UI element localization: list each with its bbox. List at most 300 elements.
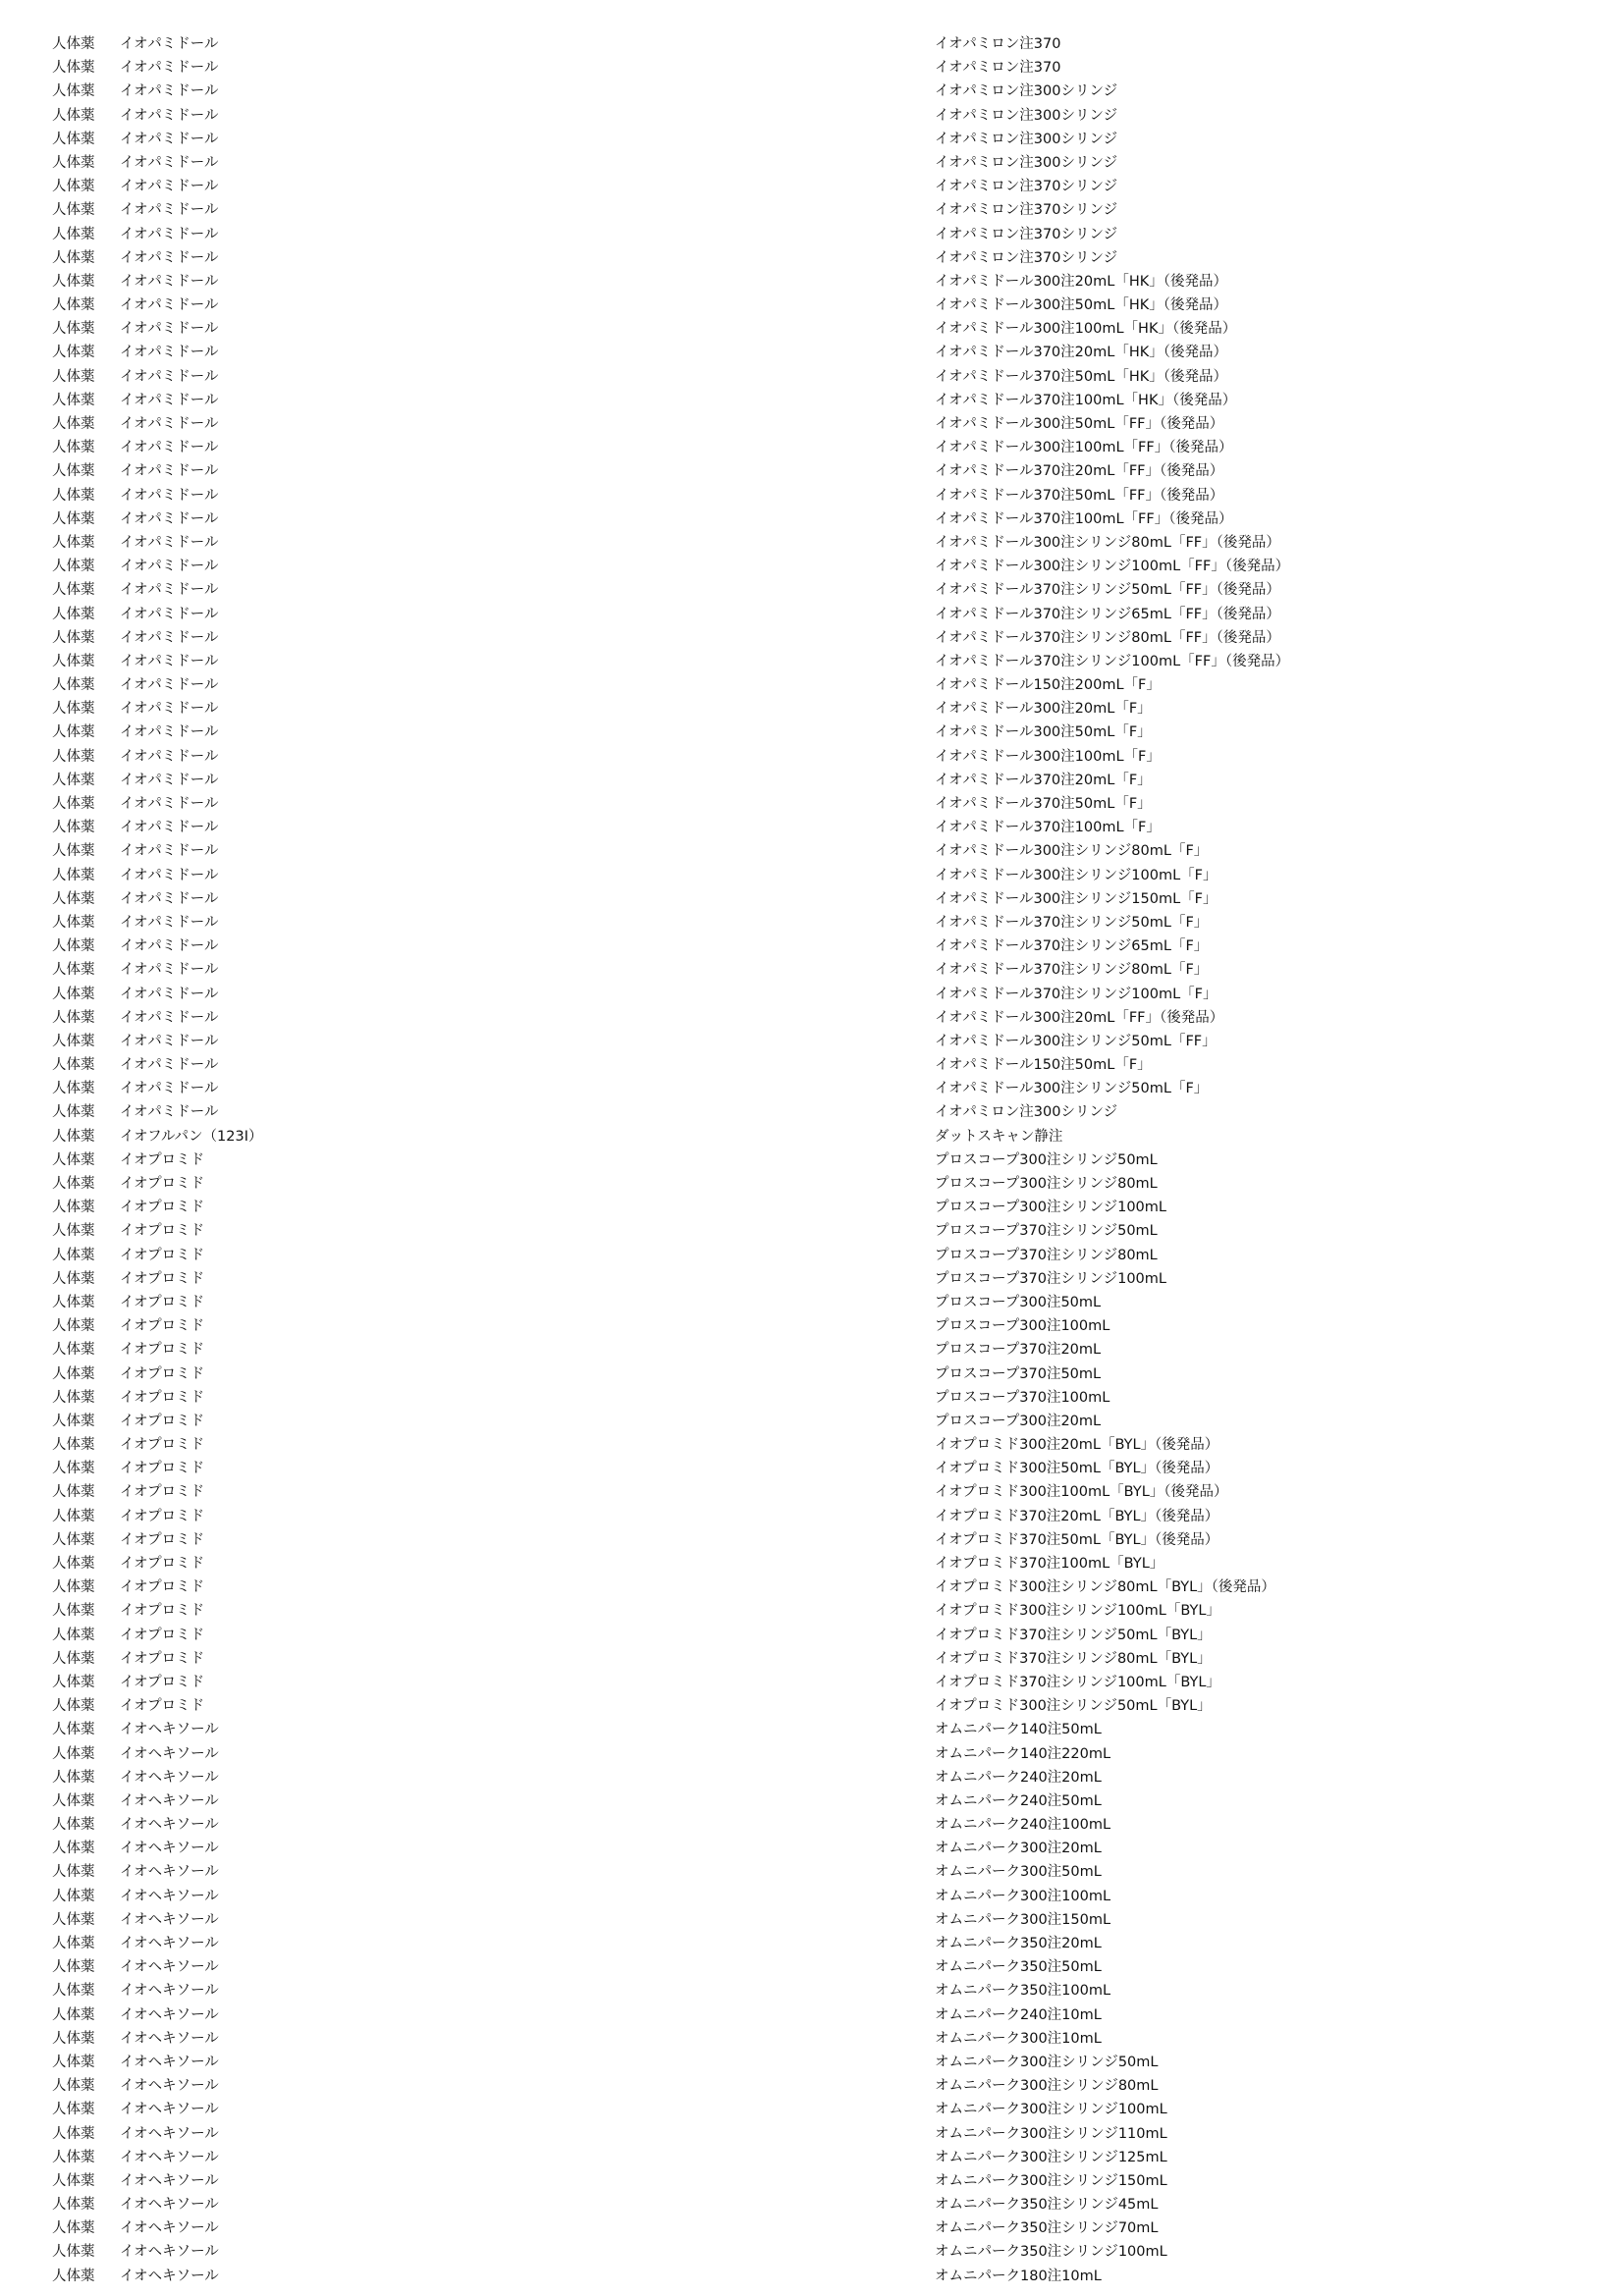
list-row	[0, 1552, 1624, 1575]
category-cell: 人体薬	[52, 1603, 95, 1620]
ingredient-cell: イオプロミド	[120, 1603, 205, 1620]
product-name-cell: イオパミドール300注シリンジ80mL「FF」（後発品）	[935, 534, 1280, 551]
category-cell: 人体薬	[52, 653, 95, 669]
list-row	[0, 1053, 1624, 1077]
category-cell: 人体薬	[52, 2197, 95, 2214]
product-name-cell: イオプロミド370注シリンジ80mL「BYL」	[935, 1650, 1212, 1667]
product-name-cell: プロスコープ300注20mL	[935, 1413, 1102, 1429]
ingredient-cell: イオパミドール	[120, 107, 219, 124]
list-row	[0, 104, 1624, 128]
product-name-cell: プロスコープ370注シリンジ100mL	[935, 1270, 1166, 1287]
product-name-cell: イオパミドール300注50mL「FF」（後発品）	[935, 416, 1224, 432]
product-name-cell: オムニパーク240注20mL	[935, 1769, 1102, 1786]
product-name-cell: プロスコープ370注シリンジ50mL	[935, 1223, 1158, 1240]
product-name-cell: プロスコープ300注シリンジ100mL	[935, 1200, 1166, 1216]
product-name-cell: イオパミドール370注20mL「FF」（後発品）	[935, 463, 1224, 480]
ingredient-cell: イオパミドール	[120, 154, 219, 171]
ingredient-cell: イオパミドール	[120, 1033, 219, 1049]
category-cell: 人体薬	[52, 2102, 95, 2118]
category-cell: 人体薬	[52, 1294, 95, 1310]
list-row	[0, 1837, 1624, 1860]
category-cell: 人体薬	[52, 843, 95, 860]
product-name-cell: イオプロミド370注シリンジ100mL「BYL」	[935, 1674, 1220, 1690]
ingredient-cell: イオパミドール	[120, 914, 219, 931]
product-name-cell: オムニパーク300注50mL	[935, 1864, 1102, 1881]
list-row	[0, 1908, 1624, 1932]
ingredient-cell: イオパミドール	[120, 1104, 219, 1121]
category-cell: 人体薬	[52, 2054, 95, 2070]
list-row	[0, 2098, 1624, 2121]
ingredient-cell: イオプロミド	[120, 1674, 205, 1690]
product-name-cell: オムニパーク240注10mL	[935, 2006, 1102, 2023]
category-cell: 人体薬	[52, 1722, 95, 1738]
ingredient-cell: イオパミドール	[120, 748, 219, 765]
list-row	[0, 650, 1624, 673]
product-name-cell: オムニパーク300注20mL	[935, 1841, 1102, 1857]
list-row	[0, 507, 1624, 531]
list-row	[0, 983, 1624, 1006]
ingredient-cell: イオパミドール	[120, 559, 219, 575]
product-name-cell: オムニパーク300注10mL	[935, 2030, 1102, 2047]
category-cell: 人体薬	[52, 986, 95, 1002]
list-row	[0, 1528, 1624, 1552]
ingredient-cell: イオプロミド	[120, 1650, 205, 1667]
ingredient-cell: イオヘキソール	[120, 2006, 219, 2023]
product-name-cell: イオパミドール370注シリンジ65mL「F」	[935, 938, 1209, 955]
category-cell: 人体薬	[52, 2244, 95, 2261]
category-cell: 人体薬	[52, 1817, 95, 1834]
product-name-cell: オムニパーク300注シリンジ80mL	[935, 2078, 1159, 2095]
ingredient-cell: イオヘキソール	[120, 1792, 219, 1809]
list-row	[0, 673, 1624, 697]
ingredient-cell: イオパミドール	[120, 796, 219, 812]
ingredient-cell: イオヘキソール	[120, 2244, 219, 2261]
list-row	[0, 1030, 1624, 1053]
category-cell: 人体薬	[52, 1270, 95, 1287]
ingredient-cell: イオヘキソール	[120, 1817, 219, 1834]
category-cell: 人体薬	[52, 1508, 95, 1524]
product-name-cell: イオパミロン注300シリンジ	[935, 107, 1118, 124]
product-name-cell: イオパミロン注300シリンジ	[935, 154, 1118, 171]
ingredient-cell: イオパミドール	[120, 772, 219, 788]
ingredient-cell: イオプロミド	[120, 1627, 205, 1643]
category-cell: 人体薬	[52, 392, 95, 408]
list-row	[0, 270, 1624, 294]
ingredient-cell: イオパミドール	[120, 131, 219, 147]
product-name-cell: プロスコープ300注シリンジ50mL	[935, 1151, 1158, 1168]
ingredient-cell: イオパミドール	[120, 226, 219, 242]
ingredient-cell: イオプロミド	[120, 1389, 205, 1406]
category-cell: 人体薬	[52, 962, 95, 979]
product-name-cell: イオパミドール300注50mL「F」	[935, 724, 1152, 741]
product-name-cell: イオプロミド370注100mL「BYL」	[935, 1556, 1164, 1572]
category-cell: 人体薬	[52, 1176, 95, 1192]
ingredient-cell: イオパミドール	[120, 724, 219, 741]
ingredient-cell: イオパミドール	[120, 83, 219, 100]
product-name-cell: オムニパーク350注20mL	[935, 1936, 1102, 1951]
ingredient-cell: イオパミドール	[120, 179, 219, 195]
product-name-cell: オムニパーク350注シリンジ70mL	[935, 2220, 1159, 2237]
ingredient-cell: イオパミドール	[120, 510, 219, 527]
product-name-cell: イオパミドール300注20mL「F」	[935, 701, 1152, 718]
list-row	[0, 1599, 1624, 1623]
ingredient-cell: イオパミドール	[120, 653, 219, 669]
ingredient-cell: イオパミドール	[120, 416, 219, 432]
list-row	[0, 32, 1624, 56]
ingredient-cell: イオプロミド	[120, 1461, 205, 1477]
product-name-cell: オムニパーク240注50mL	[935, 1792, 1102, 1809]
product-name-cell: プロスコープ370注50mL	[935, 1365, 1102, 1382]
category-cell: 人体薬	[52, 2125, 95, 2142]
product-name-cell: イオプロミド300注50mL「BYL」（後発品）	[935, 1461, 1219, 1477]
category-cell: 人体薬	[52, 202, 95, 219]
list-row	[0, 1932, 1624, 1955]
list-row	[0, 1172, 1624, 1196]
list-row	[0, 934, 1624, 958]
product-name-cell: オムニパーク300注シリンジ50mL	[935, 2054, 1159, 2070]
ingredient-cell: イオプロミド	[120, 1484, 205, 1501]
list-row	[0, 2146, 1624, 2169]
product-name-cell: イオパミドール300注シリンジ100mL「F」	[935, 867, 1218, 883]
product-name-cell: オムニパーク300注シリンジ100mL	[935, 2102, 1167, 2118]
category-cell: 人体薬	[52, 1911, 95, 1928]
ingredient-cell: イオヘキソール	[120, 2197, 219, 2214]
product-name-cell: オムニパーク140注50mL	[935, 1722, 1102, 1738]
product-name-cell: イオパミドール370注シリンジ50mL「F」	[935, 914, 1209, 931]
category-cell: 人体薬	[52, 1769, 95, 1786]
list-row	[0, 2193, 1624, 2216]
list-row	[0, 2027, 1624, 2051]
category-cell: 人体薬	[52, 701, 95, 718]
product-name-cell: イオパミロン注370シリンジ	[935, 179, 1118, 195]
list-row	[0, 745, 1624, 769]
list-row	[0, 1244, 1624, 1267]
ingredient-cell: イオヘキソール	[120, 2102, 219, 2118]
product-name-cell: イオパミドール300注100mL「FF」（後発品）	[935, 440, 1233, 456]
list-row	[0, 2051, 1624, 2074]
category-cell: 人体薬	[52, 2149, 95, 2165]
product-name-cell: イオパミドール370注シリンジ100mL「FF」（後発品）	[935, 653, 1290, 669]
product-name-cell: イオプロミド370注20mL「BYL」（後発品）	[935, 1508, 1219, 1524]
list-row	[0, 1505, 1624, 1528]
ingredient-cell: イオヘキソール	[120, 1745, 219, 1762]
list-row	[0, 2003, 1624, 2027]
category-cell: 人体薬	[52, 1081, 95, 1097]
category-cell: 人体薬	[52, 487, 95, 504]
category-cell: 人体薬	[52, 249, 95, 266]
category-cell: 人体薬	[52, 1461, 95, 1477]
list-row	[0, 246, 1624, 270]
ingredient-cell: イオプロミド	[120, 1413, 205, 1429]
category-cell: 人体薬	[52, 1864, 95, 1881]
category-cell: 人体薬	[52, 2268, 95, 2284]
ingredient-cell: イオパミドール	[120, 1081, 219, 1097]
product-name-cell: イオパミドール300注シリンジ150mL「F」	[935, 890, 1218, 907]
list-row	[0, 603, 1624, 626]
list-row	[0, 56, 1624, 80]
list-row	[0, 1955, 1624, 1979]
category-cell: 人体薬	[52, 1151, 95, 1168]
category-cell: 人体薬	[52, 724, 95, 741]
category-cell: 人体薬	[52, 772, 95, 788]
list-row	[0, 626, 1624, 650]
product-name-cell: イオパミドール300注50mL「HK」（後発品）	[935, 297, 1227, 314]
product-name-cell: オムニパーク350注シリンジ100mL	[935, 2244, 1167, 2261]
product-name-cell: プロスコープ300注100mL	[935, 1318, 1110, 1335]
category-cell: 人体薬	[52, 914, 95, 931]
category-cell: 人体薬	[52, 1033, 95, 1049]
category-cell: 人体薬	[52, 440, 95, 456]
list-row	[0, 1766, 1624, 1789]
list-row	[0, 175, 1624, 198]
category-cell: 人体薬	[52, 677, 95, 694]
ingredient-cell: イオヘキソール	[120, 1911, 219, 1928]
ingredient-cell: イオパミドール	[120, 534, 219, 551]
ingredient-cell: イオプロミド	[120, 1318, 205, 1335]
ingredient-cell: イオパミドール	[120, 1009, 219, 1026]
list-row	[0, 1647, 1624, 1671]
category-cell: 人体薬	[52, 1888, 95, 1904]
ingredient-cell: イオヘキソール	[120, 1959, 219, 1976]
list-row	[0, 769, 1624, 792]
category-cell: 人体薬	[52, 606, 95, 622]
list-row	[0, 2169, 1624, 2193]
product-name-cell: オムニパーク300注100mL	[935, 1888, 1111, 1904]
ingredient-cell: イオパミドール	[120, 1057, 219, 1074]
category-cell: 人体薬	[52, 1531, 95, 1548]
list-row	[0, 2074, 1624, 2098]
category-cell: 人体薬	[52, 2006, 95, 2023]
list-row	[0, 1575, 1624, 1599]
product-name-cell: イオパミロン注370	[935, 60, 1061, 77]
ingredient-cell: イオパミドール	[120, 202, 219, 219]
list-row	[0, 911, 1624, 934]
ingredient-cell: イオパミドール	[120, 890, 219, 907]
list-row	[0, 1006, 1624, 1030]
list-row	[0, 365, 1624, 389]
ingredient-cell: イオパミドール	[120, 677, 219, 694]
list-row	[0, 223, 1624, 246]
category-cell: 人体薬	[52, 2078, 95, 2095]
list-row	[0, 1291, 1624, 1314]
product-name-cell: イオパミロン注370	[935, 36, 1061, 52]
list-row	[0, 2240, 1624, 2264]
list-row	[0, 555, 1624, 578]
category-cell: 人体薬	[52, 1057, 95, 1074]
category-cell: 人体薬	[52, 179, 95, 195]
ingredient-cell: イオプロミド	[120, 1579, 205, 1596]
product-name-cell: イオプロミド300注20mL「BYL」（後発品）	[935, 1437, 1219, 1454]
product-name-cell: イオパミドール370注50mL「HK」（後発品）	[935, 368, 1227, 385]
category-cell: 人体薬	[52, 83, 95, 100]
category-cell: 人体薬	[52, 416, 95, 432]
list-row	[0, 1125, 1624, 1148]
ingredient-cell: イオパミドール	[120, 820, 219, 836]
list-row	[0, 484, 1624, 507]
category-cell: 人体薬	[52, 131, 95, 147]
ingredient-cell: イオプロミド	[120, 1556, 205, 1572]
category-cell: 人体薬	[52, 867, 95, 883]
list-row	[0, 459, 1624, 483]
category-cell: 人体薬	[52, 273, 95, 290]
product-name-cell: イオパミロン注370シリンジ	[935, 249, 1118, 266]
category-cell: 人体薬	[52, 2030, 95, 2047]
product-name-cell: イオパミドール300注シリンジ50mL「F」	[935, 1081, 1209, 1097]
ingredient-cell: イオヘキソール	[120, 2268, 219, 2284]
category-cell: 人体薬	[52, 796, 95, 812]
category-cell: 人体薬	[52, 1745, 95, 1762]
list-row	[0, 80, 1624, 103]
ingredient-cell: イオプロミド	[120, 1151, 205, 1168]
ingredient-cell: イオパミドール	[120, 463, 219, 480]
list-row	[0, 1860, 1624, 1884]
product-name-cell: オムニパーク140注220mL	[935, 1745, 1111, 1762]
category-cell: 人体薬	[52, 1342, 95, 1359]
product-name-cell: イオパミドール370注50mL「FF」（後発品）	[935, 487, 1224, 504]
ingredient-cell: イオフルパン（123I）	[120, 1128, 263, 1145]
category-cell: 人体薬	[52, 1437, 95, 1454]
ingredient-cell: イオヘキソール	[120, 1841, 219, 1857]
list-row	[0, 1386, 1624, 1410]
list-row	[0, 958, 1624, 982]
ingredient-cell: イオパミドール	[120, 36, 219, 52]
product-name-cell: プロスコープ300注シリンジ80mL	[935, 1176, 1158, 1192]
list-row	[0, 531, 1624, 555]
product-name-cell: イオパミロン注300シリンジ	[935, 1104, 1118, 1121]
ingredient-cell: イオパミドール	[120, 392, 219, 408]
ingredient-cell: イオプロミド	[120, 1176, 205, 1192]
list-row	[0, 412, 1624, 436]
category-cell: 人体薬	[52, 1413, 95, 1429]
ingredient-cell: イオパミドール	[120, 843, 219, 860]
list-row	[0, 839, 1624, 863]
list-row	[0, 697, 1624, 721]
product-name-cell: イオパミドール370注シリンジ80mL「FF」（後発品）	[935, 629, 1280, 646]
product-name-cell: オムニパーク300注シリンジ125mL	[935, 2149, 1167, 2165]
ingredient-cell: イオパミドール	[120, 249, 219, 266]
product-name-cell: イオプロミド300注シリンジ50mL「BYL」	[935, 1698, 1212, 1715]
product-name-cell: イオパミドール370注シリンジ80mL「F」	[935, 962, 1209, 979]
product-name-cell: イオプロミド300注100mL「BYL」（後発品）	[935, 1484, 1228, 1501]
ingredient-cell: イオパミドール	[120, 321, 219, 338]
list-row	[0, 2122, 1624, 2146]
category-cell: 人体薬	[52, 559, 95, 575]
category-cell: 人体薬	[52, 1128, 95, 1145]
list-row	[0, 864, 1624, 887]
category-cell: 人体薬	[52, 1365, 95, 1382]
category-cell: 人体薬	[52, 1698, 95, 1715]
list-row	[0, 792, 1624, 816]
product-name-cell: イオパミドール370注100mL「FF」（後発品）	[935, 510, 1233, 527]
ingredient-cell: イオプロミド	[120, 1531, 205, 1548]
ingredient-cell: イオパミドール	[120, 582, 219, 599]
category-cell: 人体薬	[52, 890, 95, 907]
product-name-cell: ダットスキャン静注	[935, 1128, 1063, 1145]
category-cell: 人体薬	[52, 1389, 95, 1406]
category-cell: 人体薬	[52, 1650, 95, 1667]
category-cell: 人体薬	[52, 463, 95, 480]
ingredient-cell: イオヘキソール	[120, 1888, 219, 1904]
list-row	[0, 2216, 1624, 2240]
list-row	[0, 1813, 1624, 1837]
category-cell: 人体薬	[52, 534, 95, 551]
ingredient-cell: イオパミドール	[120, 487, 219, 504]
product-name-cell: イオパミドール300注シリンジ100mL「FF」（後発品）	[935, 559, 1290, 575]
product-name-cell: イオパミドール370注シリンジ50mL「FF」（後発品）	[935, 582, 1280, 599]
product-name-cell: プロスコープ370注100mL	[935, 1389, 1110, 1406]
ingredient-cell: イオヘキソール	[120, 2030, 219, 2047]
category-cell: 人体薬	[52, 368, 95, 385]
product-name-cell: オムニパーク300注150mL	[935, 1911, 1111, 1928]
category-cell: 人体薬	[52, 1104, 95, 1121]
ingredient-cell: イオヘキソール	[120, 2078, 219, 2095]
list-row	[0, 1410, 1624, 1433]
ingredient-cell: イオヘキソール	[120, 2220, 219, 2237]
ingredient-cell: イオパミドール	[120, 345, 219, 361]
list-row	[0, 1314, 1624, 1338]
category-cell: 人体薬	[52, 1556, 95, 1572]
list-row	[0, 1362, 1624, 1386]
list-row	[0, 1789, 1624, 1813]
list-row	[0, 317, 1624, 341]
list-row	[0, 578, 1624, 602]
product-name-cell: イオパミドール370注100mL「F」	[935, 820, 1161, 836]
category-cell: 人体薬	[52, 2220, 95, 2237]
product-name-cell: イオパミドール300注20mL「FF」（後発品）	[935, 1009, 1224, 1026]
category-cell: 人体薬	[52, 154, 95, 171]
ingredient-cell: イオパミドール	[120, 368, 219, 385]
list-row	[0, 1077, 1624, 1100]
ingredient-cell: イオパミドール	[120, 273, 219, 290]
ingredient-cell: イオヘキソール	[120, 2125, 219, 2142]
ingredient-cell: イオプロミド	[120, 1200, 205, 1216]
ingredient-cell: イオパミドール	[120, 60, 219, 77]
product-name-cell: イオパミドール370注20mL「HK」（後発品）	[935, 345, 1227, 361]
list-row	[0, 1694, 1624, 1718]
product-name-cell: プロスコープ300注50mL	[935, 1294, 1102, 1310]
category-cell: 人体薬	[52, 1579, 95, 1596]
category-cell: 人体薬	[52, 297, 95, 314]
list-row	[0, 1742, 1624, 1766]
category-cell: 人体薬	[52, 1936, 95, 1951]
product-name-cell: イオプロミド300注シリンジ80mL「BYL」（後発品）	[935, 1579, 1275, 1596]
drug-list	[0, 32, 1624, 2288]
product-name-cell: イオパミロン注370シリンジ	[935, 226, 1118, 242]
ingredient-cell: イオパミドール	[120, 297, 219, 314]
list-row	[0, 1219, 1624, 1243]
list-row	[0, 1671, 1624, 1694]
product-name-cell: イオパミドール370注100mL「HK」（後発品）	[935, 392, 1237, 408]
ingredient-cell: イオヘキソール	[120, 1722, 219, 1738]
category-cell: 人体薬	[52, 1627, 95, 1643]
list-row	[0, 389, 1624, 412]
category-cell: 人体薬	[52, 345, 95, 361]
ingredient-cell: イオプロミド	[120, 1437, 205, 1454]
list-row	[0, 341, 1624, 364]
category-cell: 人体薬	[52, 107, 95, 124]
list-row	[0, 198, 1624, 222]
product-name-cell: イオパミドール300注シリンジ80mL「F」	[935, 843, 1209, 860]
ingredient-cell: イオプロミド	[120, 1508, 205, 1524]
ingredient-cell: イオヘキソール	[120, 1864, 219, 1881]
product-name-cell: オムニパーク350注50mL	[935, 1959, 1102, 1976]
list-row	[0, 294, 1624, 317]
product-name-cell: オムニパーク350注100mL	[935, 1983, 1111, 2000]
list-row	[0, 887, 1624, 911]
list-row	[0, 436, 1624, 459]
list-row	[0, 816, 1624, 839]
list-row	[0, 1196, 1624, 1219]
